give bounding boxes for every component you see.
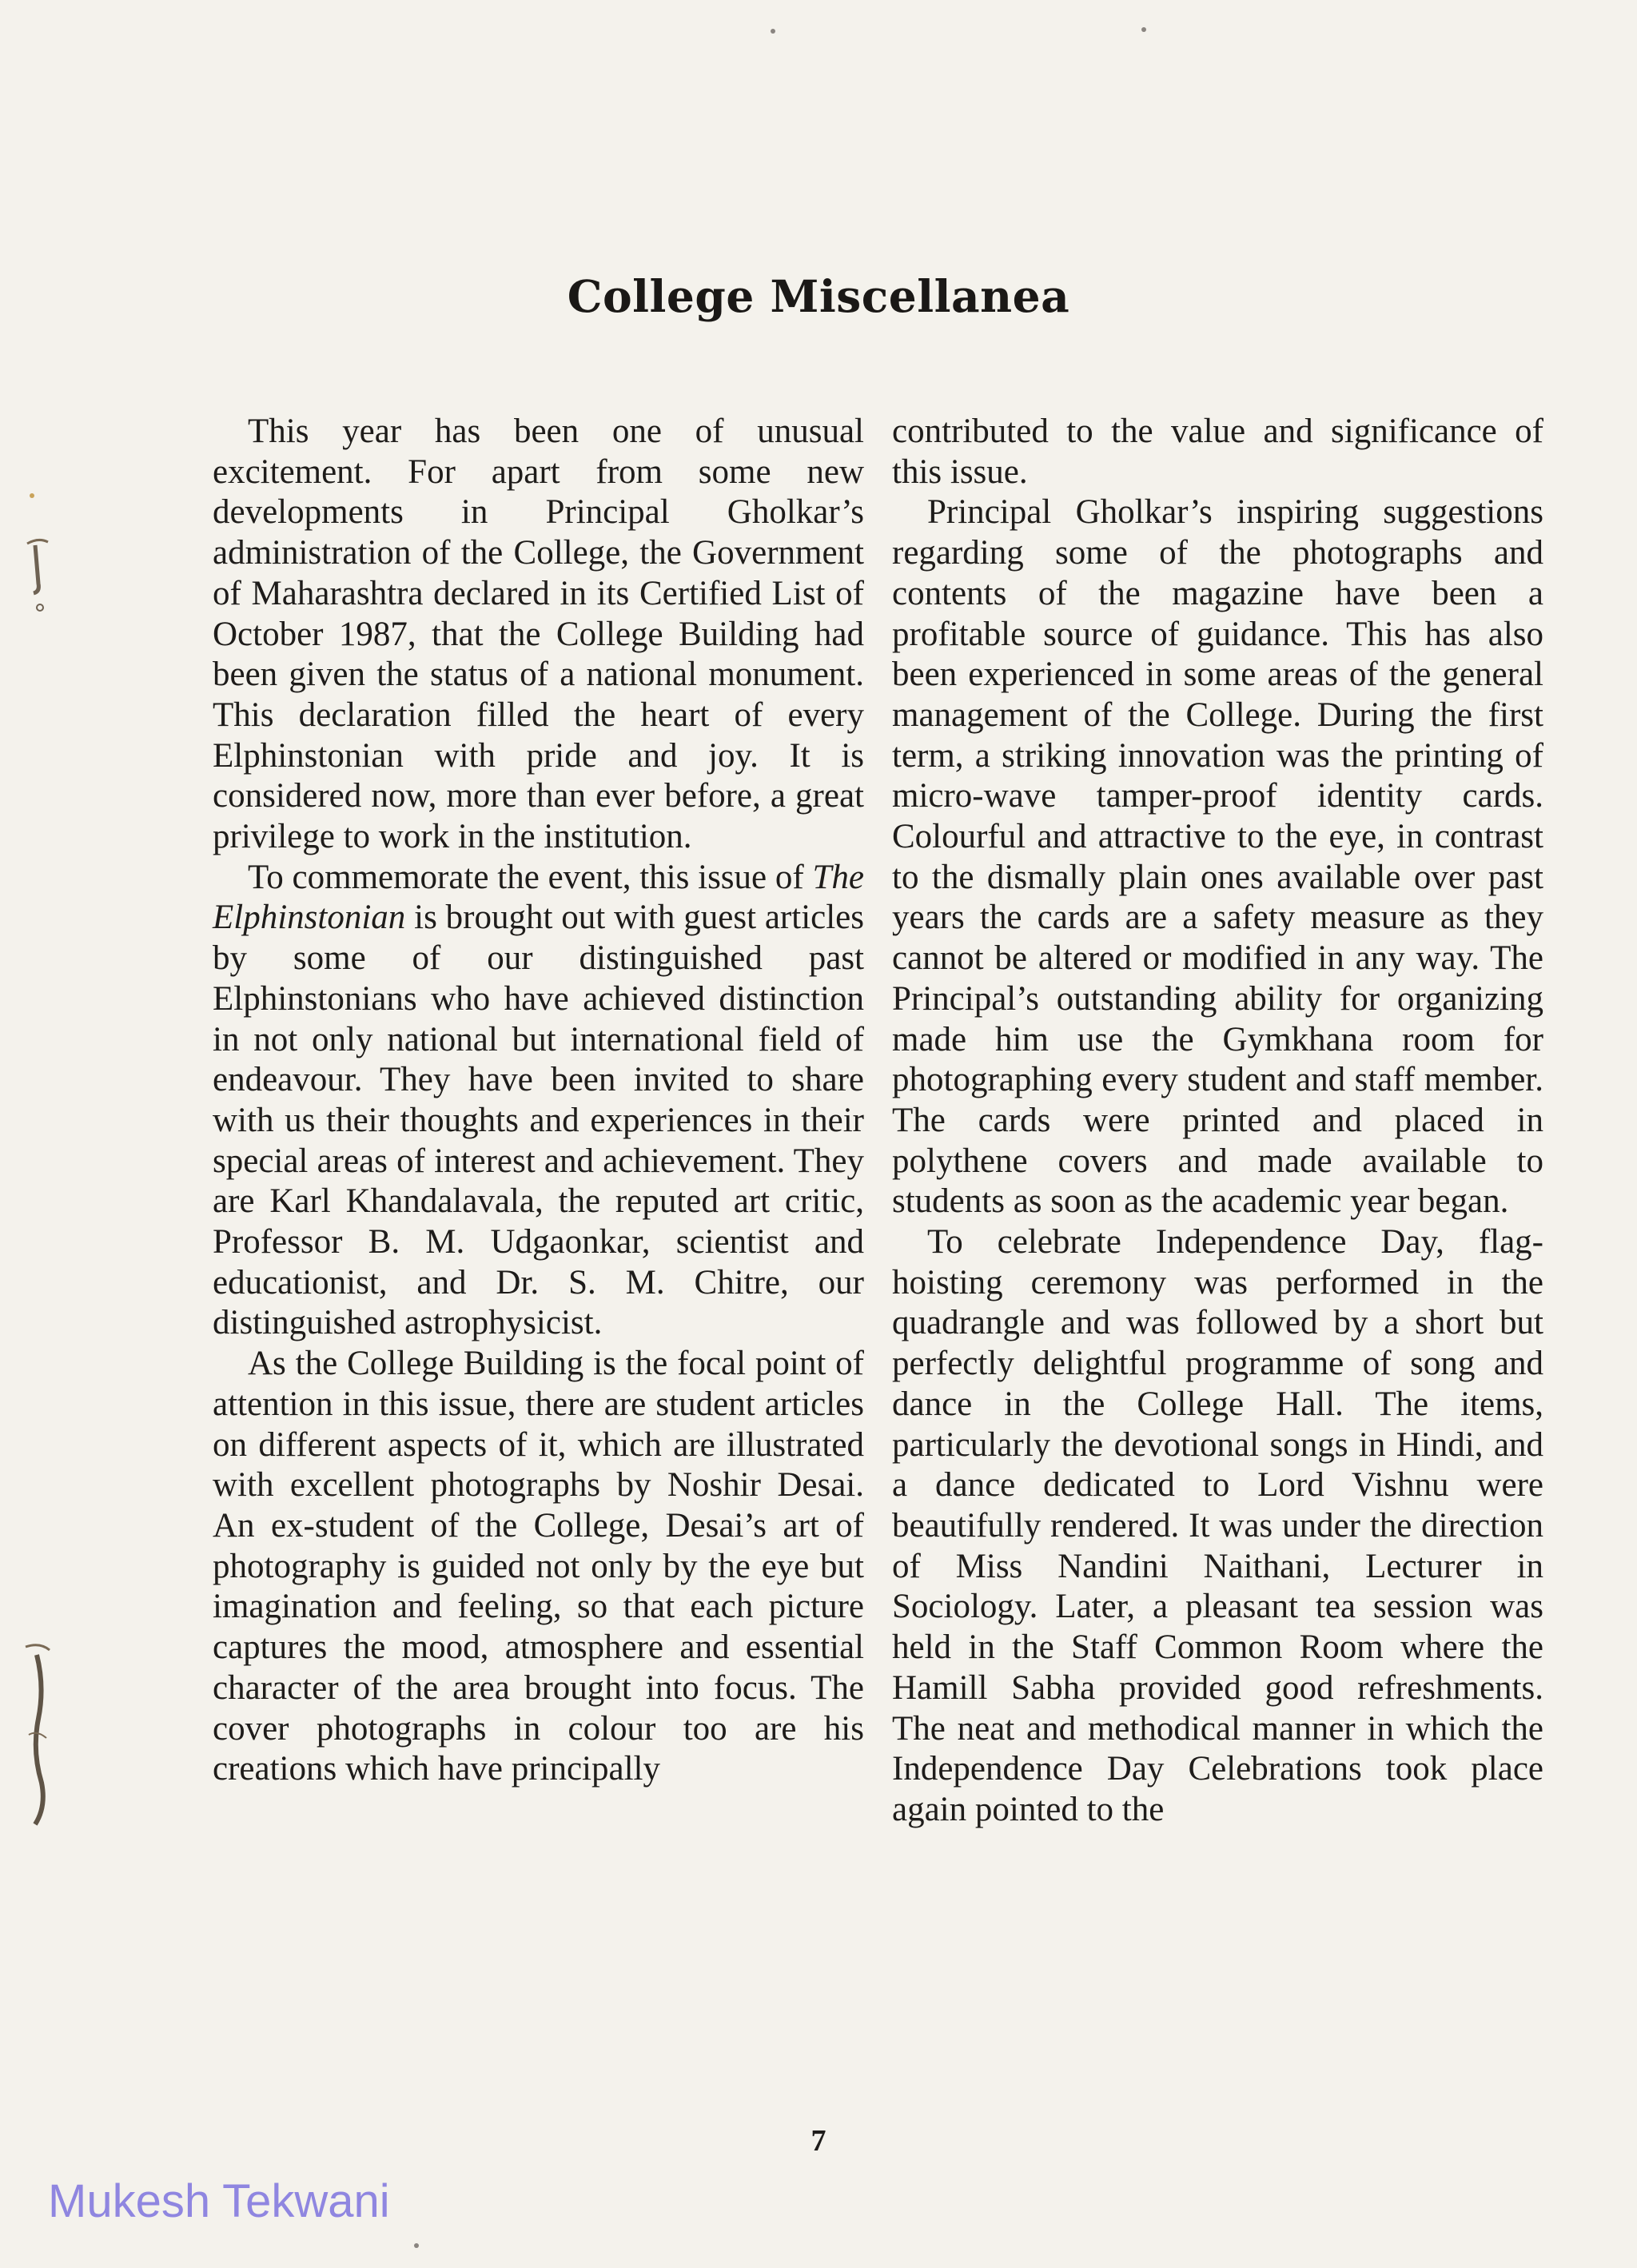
paragraph-text: is brought out with guest articles by some of our distinguished past Elphinstonians who have achieved distinction in not only national but international field of endeavour. They have been invited to share with us their thoughts and experiences in their special areas of interest and achievement. They are Karl Khandalavala, the reputed art critic, Professor B. M. Udgaonkar, scientist and educationist, and Dr. S. M. Chitre, our distinguished astrophysicist.: [213, 899, 864, 1342]
binding-mark: [24, 1639, 51, 1831]
paragraph: [213, 858, 864, 1344]
left-column: [213, 412, 864, 1790]
page-title: College Miscellanea: [567, 270, 1070, 322]
magazine-title: The Elphinstonian: [213, 858, 864, 937]
right-column: [892, 412, 1543, 1831]
watermark: Mukesh Tekwani: [48, 2175, 390, 2227]
paragraph: This year has been one of unusual excitement. For apart from some new developments in Principal Gholkar’s administration of the College, the Government of Maharashtra declared in its Certified List of October 1987, that the College Building had been given the status of a national monument. This declaration filled the heart of every Elphinstonian with pride and joy. It is considered now, more than ever before, a great privilege to work in the institution.: [213, 413, 864, 856]
paragraph: To celebrate Independence Day, flag-hoisting ceremony was performed in the quadrangle and was followed by a short but perfectly delightful programme of song and dance in the College Hall. The items, particularly the devotional songs in Hindi, and a dance dedicated to Lord Vishnu were beautifully rendered. It was under the direction of Miss Nandini Naithani, Lecturer in Sociology. Later, a pleasant tea session was held in the Staff Common Room where the Hamill Sabha provided good refreshments. The neat and methodical manner in which the Independence Day Celebrations took place again pointed to the: [892, 1223, 1543, 1828]
paper-speck: [771, 29, 775, 34]
page-number: 7: [811, 2124, 826, 2158]
paragraph: As the College Building is the focal point of attention in this issue, there are student articles on different aspects of it, which are illustrated with excellent photographs by Noshir Desai. An ex-student of the College, Desai’s art of photography is guided not only by the eye but imagination and feeling, so that each picture captures the mood, atmosphere and essential character of the area brought into focus. The cover photographs in colour too are his creations which have principally: [213, 1345, 864, 1788]
paper-speck: [414, 2243, 419, 2248]
paragraph: contributed to the value and significance of this issue.: [892, 413, 1543, 491]
paragraph-text: To commemorate the event, this issue of: [248, 858, 813, 896]
binding-mark: [24, 488, 51, 648]
paper-speck: [1141, 27, 1146, 32]
paragraph: Principal Gholkar’s inspiring suggestions regarding some of the photographs and contents of the magazine have been a profitable source of guidance. This has also been experienced in some areas of the general management of the College. During the first term, a striking innovation was the printing of micro-wave tamper-proof identity cards. Colourful and attractive to the eye, in contrast to the dismally plain ones available over past years the cards are a safety measure as they cannot be altered or modified in any way. The Principal’s outstanding ability for organizing made him use the Gymkhana room for photographing every student and staff member. The cards were printed and placed in polythene covers and made available to students as soon as the academic year began.: [892, 493, 1543, 1221]
